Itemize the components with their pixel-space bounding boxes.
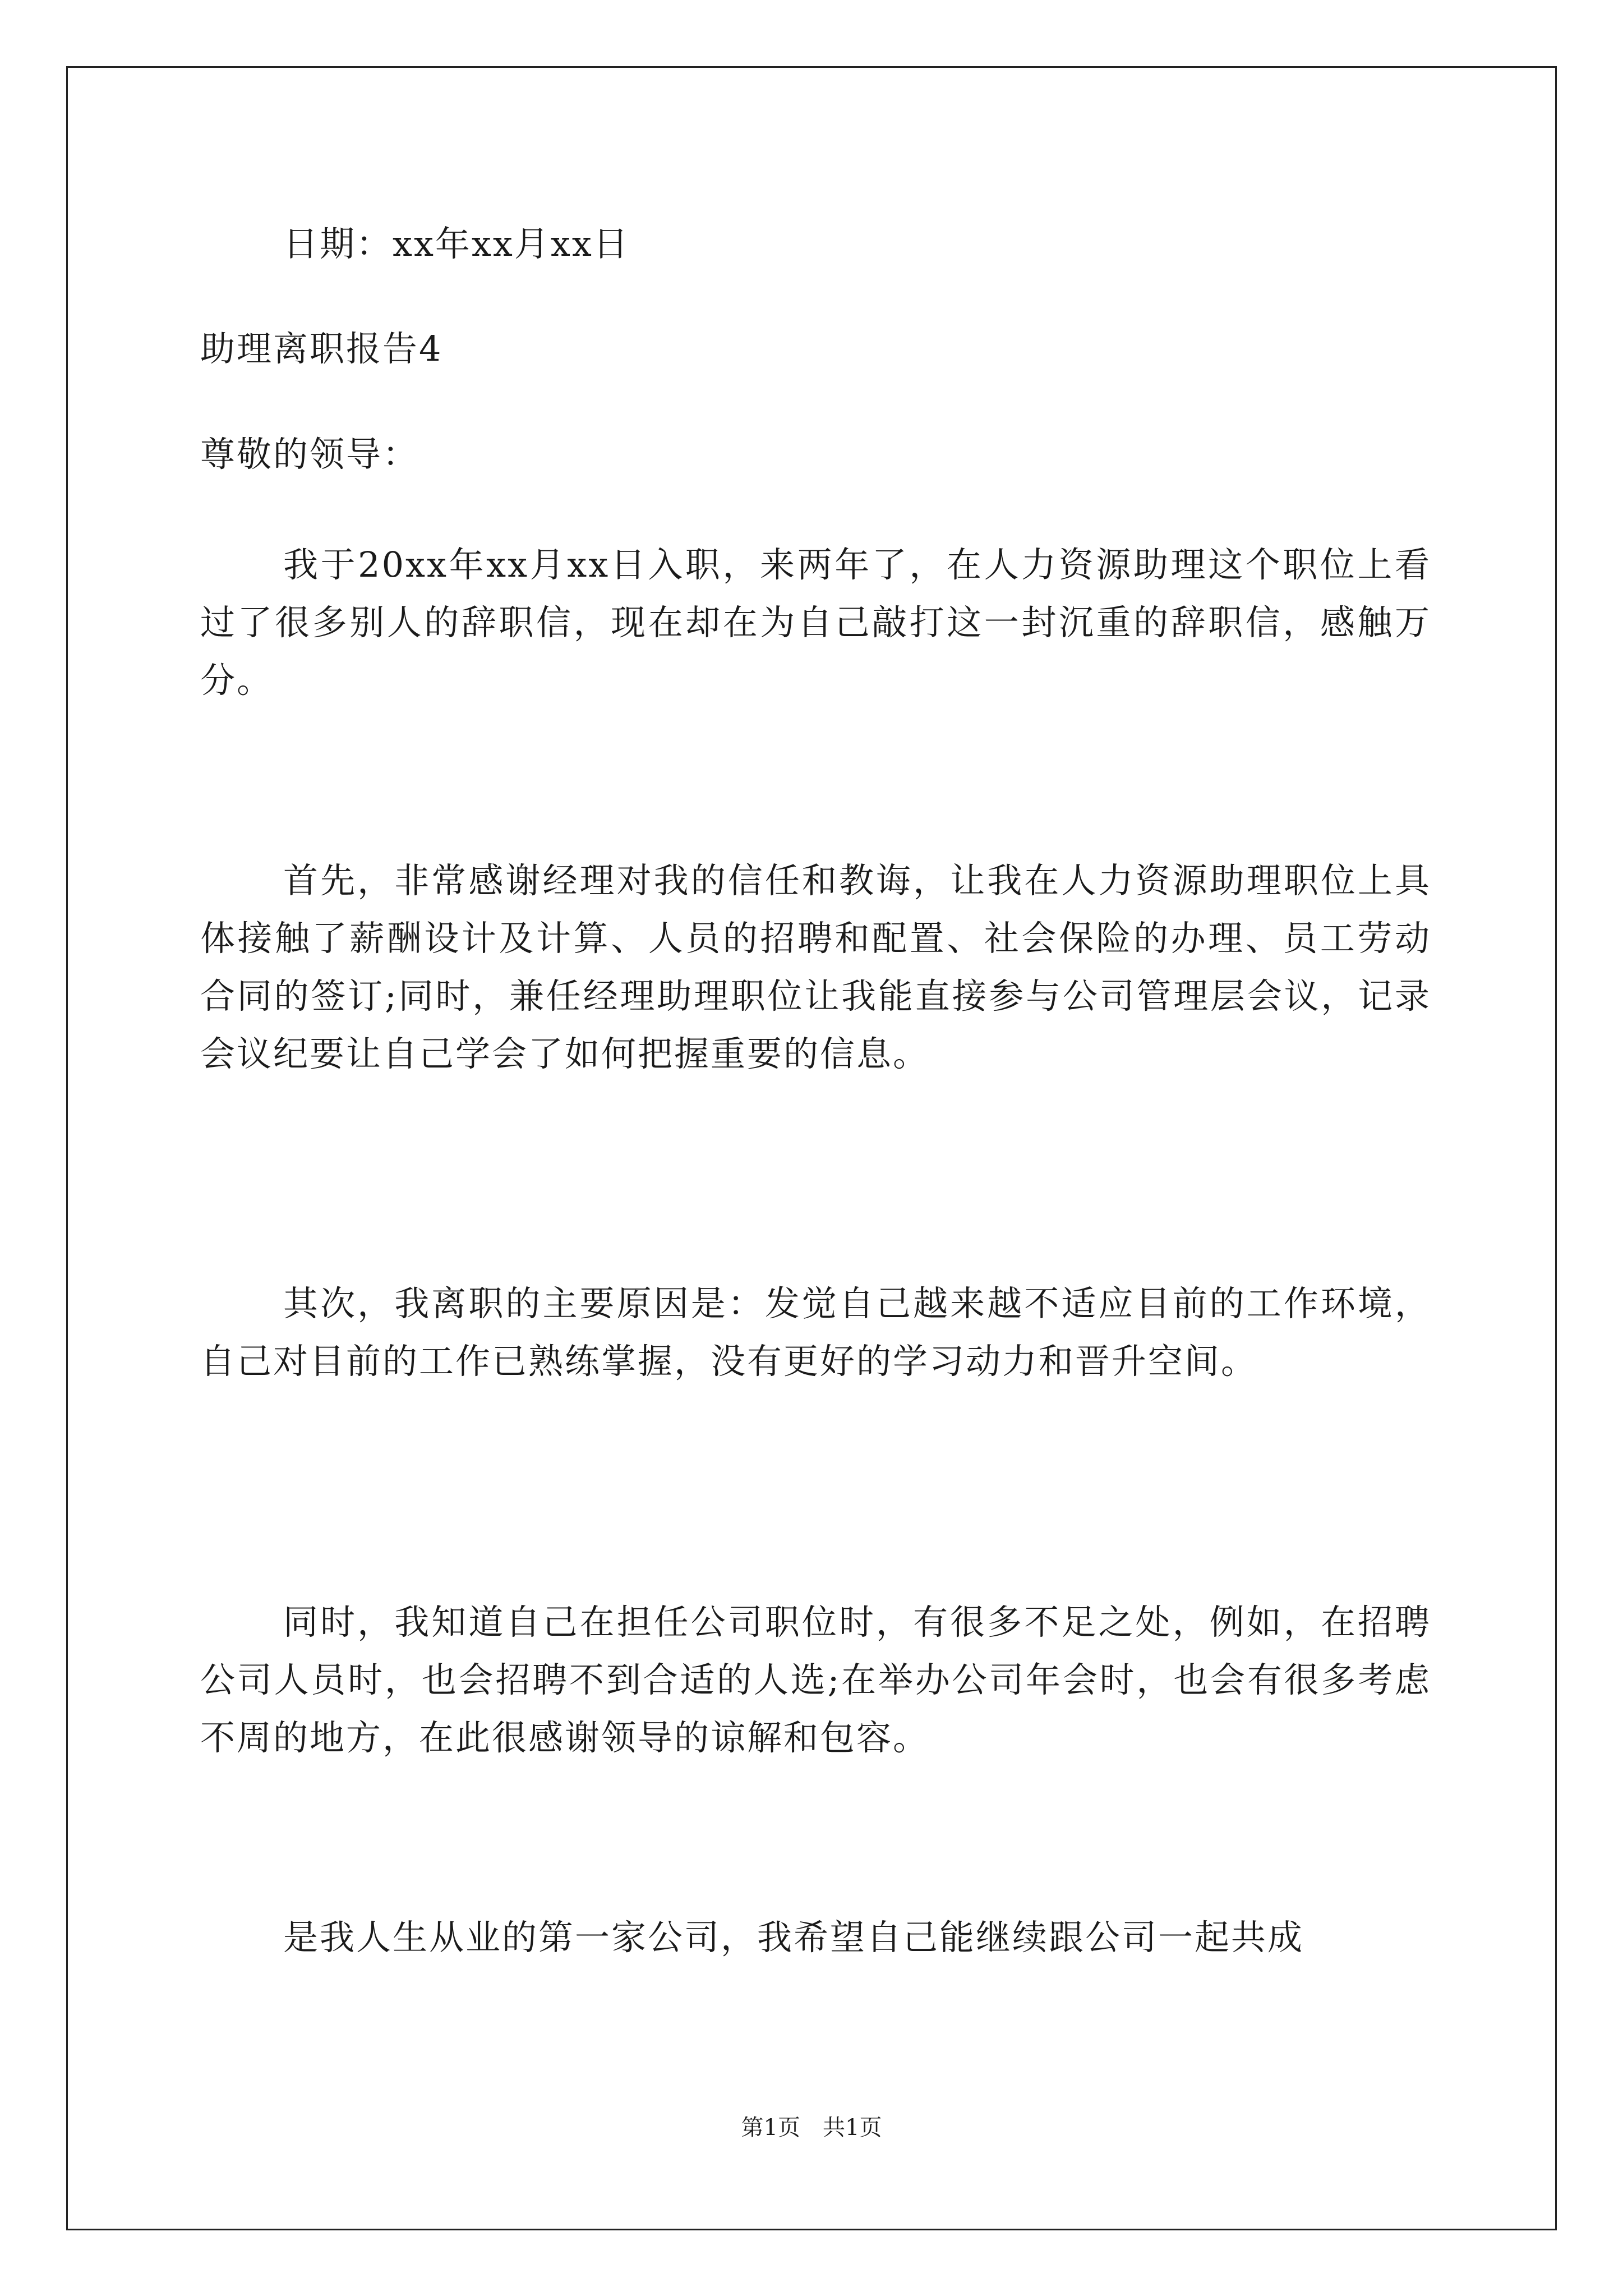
page-footer: 第1页 共1页 [741, 2115, 882, 2141]
paragraph-5: 是我人生从业的第一家公司，我希望自己能继续跟公司一起共成 [283, 1917, 1304, 1958]
paragraph-1: 我于20xx年xx月xx日入职，来两年了，在人力资源助理这个职位上看过了很多别人的辞职信，现在却在为自己敲打这一封沉重的辞职信，感触万分。 [200, 544, 1431, 701]
date-line: 日期：xx年xx月xx日 [283, 223, 630, 264]
document-title: 助理离职报告4 [200, 328, 443, 369]
paragraph-4: 同时，我知道自己在担任公司职位时，有很多不足之处，例如，在招聘公司人员时，也会招聘不到合适的人选;在举办公司年会时，也会有很多考虑不周的地方，在此很感谢领导的谅解和包容。 [200, 1602, 1431, 1758]
page-border [66, 66, 1557, 2230]
paragraph-3: 其次，我离职的主要原因是：发觉自己越来越不适应目前的工作环境，自己对目前的工作已熟练掌握，没有更好的学习动力和晋升空间。 [200, 1283, 1431, 1382]
paragraph-2: 首先，非常感谢经理对我的信任和教诲，让我在人力资源助理职位上具体接触了薪酬设计及计算、人员的招聘和配置、社会保险的办理、员工劳动合同的签订;同时，兼任经理助理职位让我能直接参与公司管理层会议，记录会议纪要让自己学会了如何把握重要的信息。 [200, 860, 1431, 1074]
salutation: 尊敬的领导： [200, 434, 419, 475]
